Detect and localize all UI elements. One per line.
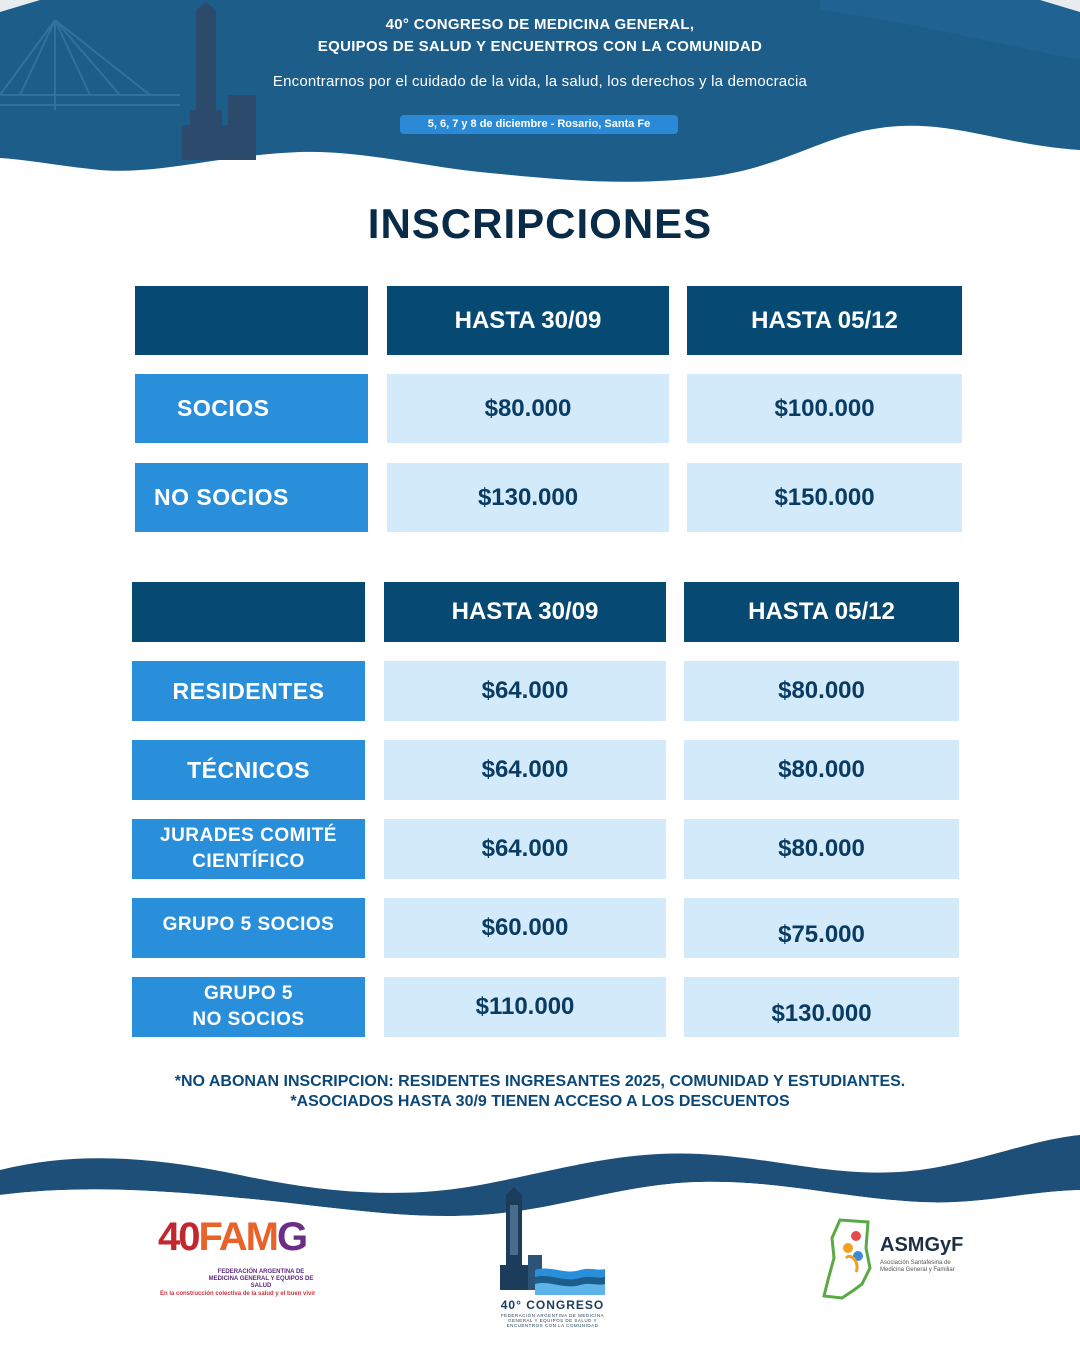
table2-price: $80.000 <box>684 740 959 800</box>
table2-corner-cell <box>132 582 365 642</box>
table1-price: $130.000 <box>387 463 669 532</box>
congreso-logo <box>490 1185 615 1335</box>
congreso-title: 40° CONGRESO <box>500 1298 605 1312</box>
table2-row-label <box>132 977 365 1037</box>
table2-price: $75.000 <box>684 898 959 958</box>
table2-row-label <box>132 819 365 879</box>
table2-col-header: HASTA 30/09 <box>384 582 666 642</box>
table2-row-label: TÉCNICOS <box>132 740 365 800</box>
table2-col-header: HASTA 05/12 <box>684 582 959 642</box>
famg-wordmark: 40FAMG <box>158 1215 307 1259</box>
row-label-line2: CIENTÍFICO <box>192 851 305 872</box>
table1-col-header: HASTA 30/09 <box>387 286 669 355</box>
asmgyf-logo <box>820 1218 965 1300</box>
table2-row-label: GRUPO 5 SOCIOS <box>132 898 365 958</box>
table2-price: $64.000 <box>384 819 666 879</box>
table2-price: $60.000 <box>384 898 666 958</box>
footnotes <box>0 1072 1080 1112</box>
congreso-subtitle: FEDERACIÓN ARGENTINA DE MEDICINA GENERAL Y EQUIPOS DE SALUD Y ENCUENTROS CON LA COMUNIDAD <box>500 1313 605 1328</box>
congress-tagline: Encontrarnos por el cuidado de la vida, la salud, los derechos y la democracia <box>272 73 808 90</box>
asmgyf-name: ASMGyF <box>880 1234 964 1256</box>
row-label-line1: GRUPO 5 <box>203 983 294 1004</box>
congress-title-line1: 40° CONGRESO DE MEDICINA GENERAL, <box>385 16 695 33</box>
table1-row-label: NO SOCIOS <box>135 463 368 532</box>
table2-price: $80.000 <box>684 819 959 879</box>
asmgyf-subtitle: Asociación Santafesina de Medicina General y Familiar <box>880 1260 955 1273</box>
table1-corner-cell <box>135 286 368 355</box>
table2-row-label: RESIDENTES <box>132 661 365 721</box>
monument-icon <box>490 1185 615 1297</box>
footnote-line2: *ASOCIADOS HASTA 30/9 TIENEN ACCESO A LOS DESCUENTOS <box>290 1093 790 1110</box>
table2-price: $80.000 <box>684 661 959 721</box>
famg-subtitle: FEDERACIÓN ARGENTINA DE MEDICINA GENERAL Y EQUIPOS DE SALUD <box>208 1269 314 1289</box>
table1-col-header: HASTA 05/12 <box>687 286 962 355</box>
table1-price: $80.000 <box>387 374 669 443</box>
footnote-line1: *NO ABONAN INSCRIPCION: RESIDENTES INGRESANTES 2025, COMUNIDAD Y ESTUDIANTES. <box>174 1073 906 1090</box>
santa-fe-map-icon <box>820 1218 880 1300</box>
row-label-line2: NO SOCIOS <box>192 1009 305 1030</box>
table1-price: $150.000 <box>687 463 962 532</box>
table2-price: $64.000 <box>384 740 666 800</box>
table1-row-label: SOCIOS <box>135 374 368 443</box>
table2-price: $110.000 <box>384 977 666 1037</box>
date-badge: 5, 6, 7 y 8 de diciembre - Rosario, Santa Fe <box>400 115 678 134</box>
table2-price: $130.000 <box>684 977 959 1037</box>
table2-price: $64.000 <box>384 661 666 721</box>
table1-price: $100.000 <box>687 374 962 443</box>
famg-tagline: En la construcción colectiva de la salud y el buen vivir <box>160 1291 316 1297</box>
page-title: INSCRIPCIONES <box>367 200 713 247</box>
header-banner <box>0 0 1080 200</box>
congress-title-line2: EQUIPOS DE SALUD Y ENCUENTROS CON LA COMUNIDAD <box>317 38 763 55</box>
famg-logo <box>158 1215 318 1305</box>
row-label-line1: JURADES COMITÉ <box>160 825 337 846</box>
